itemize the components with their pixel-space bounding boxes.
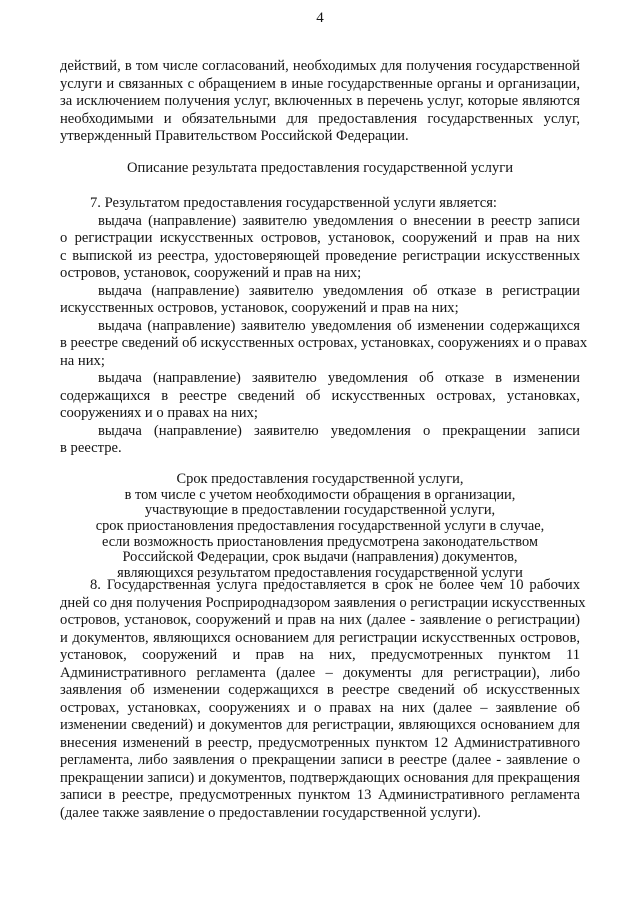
- text-line: регламента, либо заявления о прекращении записи в реестре (далее - заявление о: [60, 752, 580, 768]
- heading-line: являющихся результатом предоставления государственной услуги: [117, 565, 523, 582]
- text-line: островах, установках, сооружениях и о правах на них (далее – заявление об: [60, 699, 580, 716]
- text-line: заявления об изменении содержащихся в реестре сведений об искусственных: [60, 682, 580, 698]
- text-line: сооружениях и о правах на них;: [60, 405, 258, 421]
- text-line: прекращении записи) и документов, подтверждающих основания для прекращения: [60, 769, 580, 786]
- text-line: действий, в том числе согласований, необходимых для получения государственной: [60, 58, 580, 74]
- text-line: записи в реестре, предусмотренных пунктом 13 Административного регламента: [60, 787, 580, 803]
- text-line: дней со дня получения Росприроднадзором заявления о регистрации искусственных: [60, 594, 586, 611]
- item-7: [60, 195, 588, 458]
- text-line: и документов, являющихся основанием для регистрации искусственных островов,: [60, 629, 580, 646]
- text-line: о регистрации искусственных островов, установок, сооружений и прав на них: [60, 230, 580, 246]
- intro-paragraph: [60, 58, 580, 146]
- heading-line: Срок предоставления государственной услуги,: [176, 471, 464, 487]
- text-line: на них;: [60, 352, 105, 369]
- page-number: 4: [316, 10, 324, 26]
- text-line: выдача (направление) заявителю уведомления об отказе в изменении: [98, 370, 580, 386]
- text-line: необходимыми и обязательными для предоставления государственных услуг,: [60, 110, 580, 127]
- heading-line: участвующие в предоставлении государственной услуги,: [144, 502, 496, 519]
- section-title: Описание результата предоставления государственной услуги: [126, 160, 514, 176]
- text-line: выдача (направление) заявителю уведомления об изменении содержащихся: [98, 317, 580, 334]
- text-line: в реестре.: [60, 440, 122, 456]
- heading-line: если возможность приостановления предусмотрена законодательством: [101, 533, 539, 550]
- text-line: выдача (направление) заявителю уведомления о внесении в реестр записи: [98, 212, 580, 229]
- item-8: [60, 577, 586, 822]
- text-line: услуги и связанных с обращением в иные государственные органы и организации,: [60, 75, 580, 92]
- heading-line: Российской Федерации, срок выдачи (направления) документов,: [122, 549, 518, 566]
- text-line: 8. Государственная услуга предоставляется в срок не более чем 10 рабочих: [90, 577, 580, 593]
- text-line: Административного регламента (далее – документы для регистрации), либо: [60, 664, 580, 681]
- text-line: содержащихся в реестре сведений об искусственных островах, установках,: [60, 387, 580, 404]
- text-line: установок, сооружений и прав на них, предусмотренных пунктом 11: [60, 647, 580, 663]
- text-line: внесения изменений в реестр, предусмотренных пунктом 12 Административного: [60, 734, 580, 751]
- text-line: искусственных островов, установок, сооружений и прав на них;: [60, 300, 459, 316]
- text-line: с выпиской из реестра, удостоверяющей проведение регистрации искусственных: [60, 247, 580, 264]
- heading-line: срок приостановления предоставления государственной услуги в случае,: [95, 518, 545, 535]
- item-7-lead: 7. Результатом предоставления государственной услуги является:: [90, 195, 497, 211]
- heading-line: в том числе с учетом необходимости обращения в организации,: [124, 486, 516, 503]
- text-line: (далее также заявление о предоставлении государственной услуги).: [60, 804, 481, 821]
- text-line: островов, установок, сооружений и прав на них (далее - заявление о регистрации): [60, 612, 580, 628]
- text-line: выдача (направление) заявителю уведомления о прекращении записи: [98, 422, 580, 439]
- term-heading: [60, 472, 580, 582]
- text-line: изменении сведений) и документов для регистрации, являющихся основанием для: [60, 717, 580, 733]
- text-line: утвержденный Правительством Российской Федерации.: [60, 128, 409, 144]
- text-line: островов, установок, сооружений и прав на них;: [60, 265, 362, 281]
- text-line: в реестре сведений об искусственных островах, установках, сооружениях и о правах: [60, 335, 588, 351]
- text-line: выдача (направление) заявителю уведомления об отказе в регистрации: [98, 282, 580, 299]
- text-line: за исключением получения услуг, включенных в перечень услуг, которые являются: [60, 93, 580, 109]
